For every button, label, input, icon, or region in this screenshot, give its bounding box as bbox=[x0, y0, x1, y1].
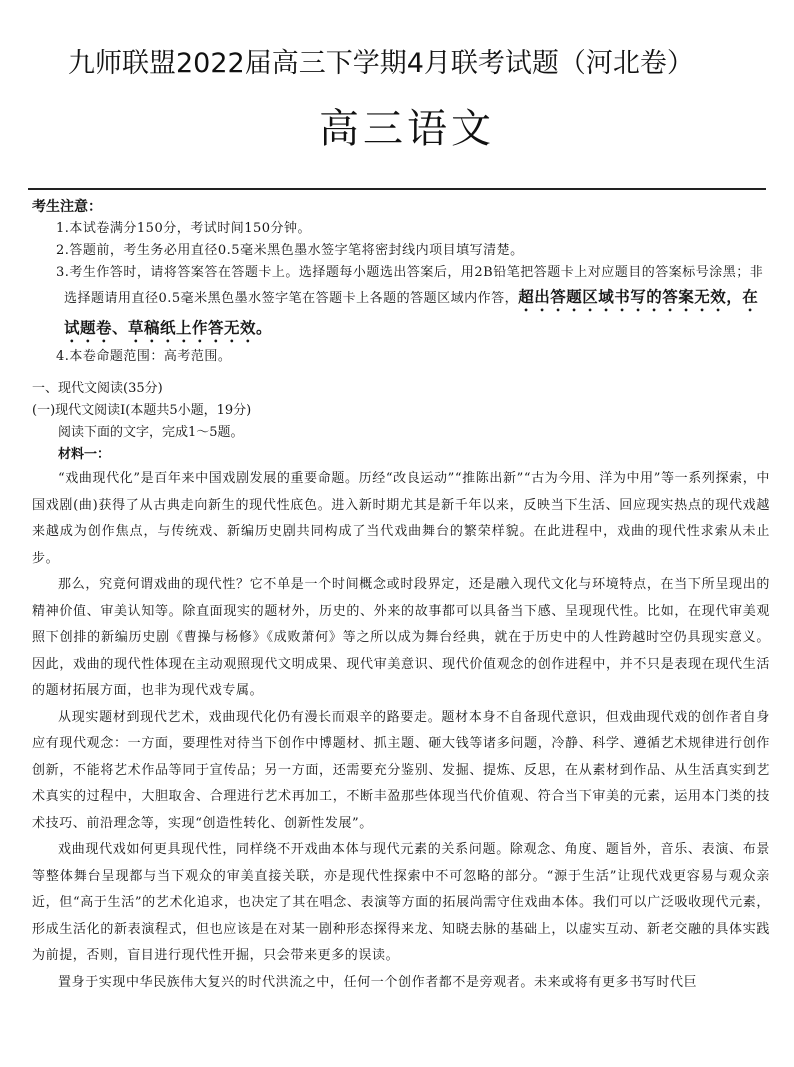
notice-list bbox=[32, 218, 774, 368]
material-label: 材料一： bbox=[58, 447, 111, 462]
candidate-notice bbox=[32, 196, 774, 368]
paragraph-5: 置身于实现中华民族伟大复兴的时代洪流之中，任何一个创作者都不是旁观者。未来或将有更多书写时代巨 bbox=[58, 974, 698, 990]
paragraph-3: 从现实题材到现代艺术，戏曲现代化仍有漫长而艰辛的路要走。题材本身不自备现代意识，但戏曲现代戏的创作者自身应有现代观念：一方面，要理性对待当下创作中博题材、抓主题、砸大钱等诸多问题，冷静、科学、遵循艺术规律进行创作创新，不能将艺术作品等同于宣传品；另一方面，还需要充分鉴别、发掘、提炼、反思，在从素材到作品、从生活真实到艺术真实的过程中，大胆取舍、合理进行艺术再加工，不断丰盈那些体现当代价值观、符合当下审美的元素，运用本门类的技术技巧、前沿理念等，实现“创造性转化、创新性发展”。 bbox=[32, 709, 770, 831]
paragraph-4: 戏曲现代戏如何更具现代性，同样绕不开戏曲本体与现代元素的关系问题。除观念、角度、题旨外，音乐、表演、布景等整体舞台呈现都与当下观众的审美直接关联，亦是现代性探索中不可忽略的部分。“源于生活”让现代戏更容易与观众亲近，但“高于生活”的艺术化追求，也决定了其在唱念、表演等方面的拓展尚需守住戏曲本体。我们可以广泛吸收现代元素，形成生活化的新表演程式，但也应该是在对某一剧种形态探得来龙、知晓去脉的基础上，以虚实互动、新老交融的具体实践为前提，否则，盲目进行现代性开掘，只会带来更多的误读。 bbox=[32, 842, 770, 963]
notice-heading: 考生注意： bbox=[32, 199, 102, 215]
section-reading bbox=[32, 378, 770, 996]
notice-item-2: 2.答题前，考生务必用直径0.5毫米黑色墨水签字笔将密封线内项目填写清楚。 bbox=[56, 243, 524, 258]
paragraph-2: 那么，究竟何谓戏曲的现代性？它不单是一个时间概念或时段界定，还是融入现代文化与环境特点，在当下所呈现出的精神价值、审美认知等。除直面现实的题材外，历史的、外来的故事都可以具备当下感、呈现现代性。比如，在现代审美观照下创排的新编历史剧《曹操与杨修》《成败萧何》等之所以成为舞台经典，就在于历史中的人性跨越时空仍具现实意义。因此，戏曲的现代性体现在主动观照现代文明成果、现代审美意识、现代价值观念的创作进程中，并不只是表现在现代生活的题材拓展方面，也非为现代戏专属。 bbox=[32, 577, 770, 698]
exam-title: 九师联盟2022届高三下学期4月联考试题（河北卷） bbox=[68, 48, 694, 79]
notice-item-3-emphasis: 超出答题区域书写的答案无效，在试题卷、草稿纸上作答无效。 bbox=[64, 288, 759, 337]
exam-subtitle: 高三语文 bbox=[319, 106, 495, 152]
notice-item-3-text: 3.考生作答时，请将答案答在答题卡上。选择题每小题选出答案后，用2B铅笔把答题卡上对应题目的答案标号涂黑；非选择题请用直径0.5毫米黑色墨水签字笔在答题卡上各题的答题区域内作答， bbox=[56, 265, 764, 306]
section-heading: 一、现代文阅读(35分) bbox=[32, 381, 163, 396]
subsection-heading: (一)现代文阅读Ⅰ(本题共5小题，19分) bbox=[32, 403, 252, 418]
notice-item-1: 1.本试卷满分150分，考试时间150分钟。 bbox=[56, 221, 312, 236]
notice-item-4: 4.本卷命题范围：高考范围。 bbox=[56, 349, 232, 364]
reading-instruction: 阅读下面的文字，完成1～5题。 bbox=[58, 425, 244, 440]
notice-item-3 bbox=[32, 262, 774, 346]
paragraph-1: “戏曲现代化”是百年来中国戏剧发展的重要命题。历经“改良运动”“推陈出新”“古为今用、洋为中用”等一系列探索，中国戏剧(曲)获得了从古典走向新生的现代性底色。进入新时期尤其是新千年以来，反映当下生活、回应现实热点的现代戏越来越成为创作焦点，与传统戏、新编历史剧共同构成了当代戏曲舞台的繁荣样貌。在此进程中，戏曲的现代性求索从未止步。 bbox=[32, 471, 770, 566]
header-divider bbox=[28, 188, 766, 190]
